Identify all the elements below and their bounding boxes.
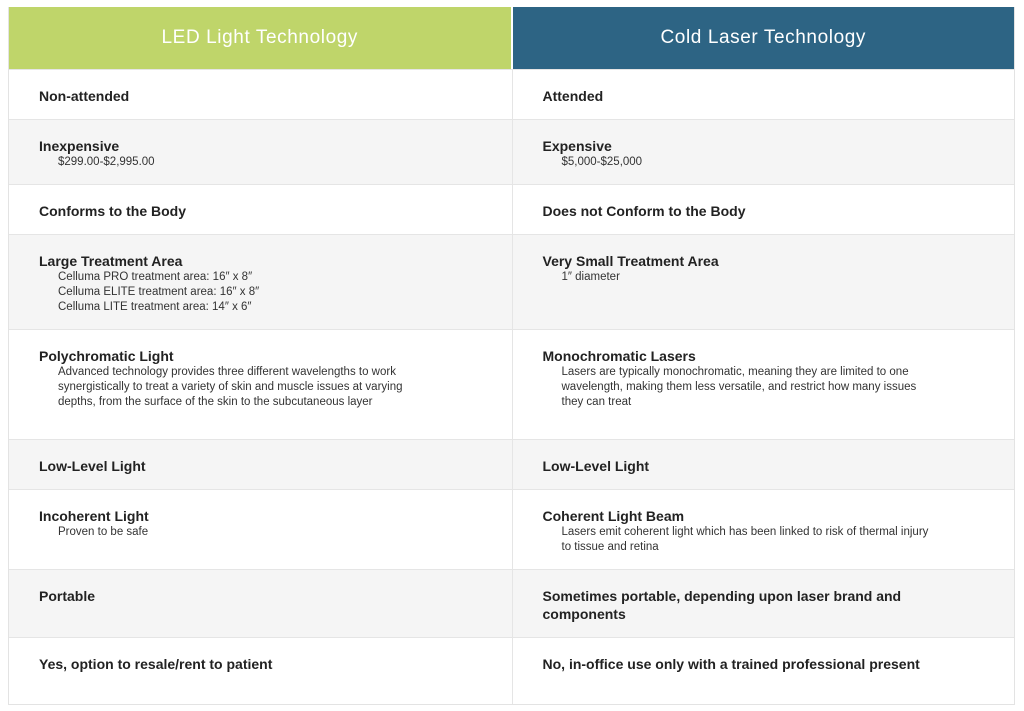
- table-row: [9, 439, 1014, 489]
- led-cell: [9, 638, 512, 704]
- cell-title: Incoherent Light: [39, 508, 149, 524]
- laser-cell: [512, 490, 1015, 569]
- laser-cell: [512, 440, 1015, 489]
- table-body: [9, 69, 1014, 704]
- table-row: [9, 329, 1014, 439]
- cell-title: Polychromatic Light: [39, 348, 174, 364]
- led-cell: [9, 235, 512, 329]
- cell-detail: Celluma ELITE treatment area: 16″ x 8″: [58, 286, 260, 298]
- table-row: [9, 119, 1014, 184]
- cell-detail: Celluma PRO treatment area: 16″ x 8″: [58, 271, 253, 283]
- cell-detail: Advanced technology provides three different wavelengths to work synergistically to treat a variety of skin and muscle issues at varying depths, from the surface of the skin to the subcutaneous layer: [58, 366, 403, 408]
- cell-title: Very Small Treatment Area: [542, 253, 719, 269]
- table-row: [9, 637, 1014, 704]
- table-row: [9, 569, 1014, 637]
- table-header: [9, 7, 1014, 69]
- led-cell: [9, 570, 512, 637]
- cell-title: Non-attended: [39, 88, 130, 104]
- cell-title: No, in-office use only with a trained professional present: [542, 656, 920, 672]
- cell-title: Attended: [542, 88, 604, 104]
- table-row: [9, 234, 1014, 329]
- cell-title: Coherent Light Beam: [542, 508, 685, 524]
- table-row: [9, 184, 1014, 234]
- laser-cell: [512, 570, 1015, 637]
- cell-title: Inexpensive: [39, 138, 120, 154]
- led-cell: [9, 185, 512, 234]
- cell-detail: Lasers emit coherent light which has been linked to risk of thermal injury to tissue and retina: [561, 526, 929, 553]
- cell-title: Large Treatment Area: [39, 253, 183, 269]
- laser-cell: [512, 330, 1015, 439]
- header-cold-laser-technology: Cold Laser Technology: [511, 7, 1015, 69]
- cell-detail: Celluma LITE treatment area: 14″ x 6″: [58, 301, 252, 313]
- cell-title: Low-Level Light: [542, 458, 650, 474]
- cell-title: Sometimes portable, depending upon laser brand and components: [542, 588, 902, 622]
- cell-title: Conforms to the Body: [39, 203, 186, 219]
- cell-detail: $299.00-$2,995.00: [58, 156, 155, 168]
- cell-title: Monochromatic Lasers: [542, 348, 696, 364]
- led-cell: [9, 120, 512, 184]
- led-cell: [9, 440, 512, 489]
- laser-cell: [512, 120, 1015, 184]
- cell-title: Yes, option to resale/rent to patient: [39, 656, 273, 672]
- header-led-light-technology: LED Light Technology: [9, 7, 511, 69]
- table-row: [9, 489, 1014, 569]
- cell-detail: Lasers are typically monochromatic, meaning they are limited to one wavelength, making them less versatile, and restrict how many issues they can treat: [561, 366, 917, 408]
- cell-detail: $5,000-$25,000: [561, 156, 643, 168]
- cell-title: Does not Conform to the Body: [542, 203, 746, 219]
- laser-cell: [512, 235, 1015, 329]
- led-cell: [9, 330, 512, 439]
- laser-cell: [512, 185, 1015, 234]
- led-cell: [9, 70, 512, 119]
- cell-title: Portable: [39, 588, 96, 604]
- table-row: [9, 69, 1014, 119]
- laser-cell: [512, 70, 1015, 119]
- cell-title: Expensive: [542, 138, 612, 154]
- cell-detail: 1″ diameter: [561, 271, 620, 283]
- laser-cell: [512, 638, 1015, 704]
- cell-title: Low-Level Light: [39, 458, 146, 474]
- comparison-table: [8, 7, 1015, 705]
- cell-detail: Proven to be safe: [58, 526, 149, 538]
- led-cell: [9, 490, 512, 569]
